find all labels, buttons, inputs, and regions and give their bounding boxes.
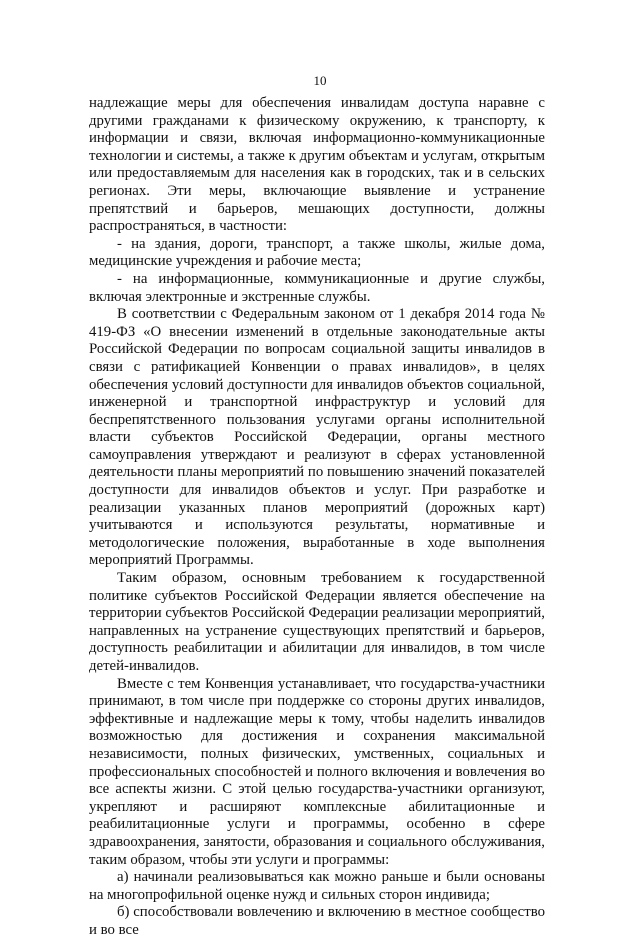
list-item-buildings: - на здания, дороги, транспорт, а также школы, жилые дома, медицинские учреждения и рабочие места; xyxy=(89,235,545,270)
paragraph-convention: Вместе с тем Конвенция устанавливает, что государства-участники принимают, в том числе при поддержке со стороны других инвалидов, эффективные и надлежащие меры к тому, чтобы наделить инвалидов возможностью для достижения и сохранения максимальной независимости, полных физических, умственных, социальных и профессиональных способностей и полного включения и вовлечения во все аспекты жизни. С этой целью государства-участники организуют, укрепляют и расширяют комплексные абилитационные и реабилитационные услуги и программы, особенно в сфере здравоохранения, занятости, образования и социального обслуживания, таким образом, чтобы эти услуги и программы: xyxy=(89,675,545,868)
list-item-services: - на информационные, коммуникационные и другие службы, включая электронные и экстренные службы. xyxy=(89,270,545,305)
page-number: 10 xyxy=(313,73,327,88)
paragraph-policy-requirement: Таким образом, основным требованием к государственной политике субъектов Российской Федерации является обеспечение на территории субъектов Российской Федерации реализации мероприятий, направленных на устранение существующих препятствий и барьеров, доступность реабилитации и абилитации для инвалидов, в том числе детей-инвалидов. xyxy=(89,570,545,674)
paragraph-federal-law: В соответствии с Федеральным законом от 1 декабря 2014 года № 419-ФЗ «О внесении изменений в отдельные законодательные акты Российской Федерации по вопросам социальной защиты инвалидов в связи с ратификацией Конвенции о правах инвалидов», в целях обеспечения условий доступности для инвалидов объектов социальной, инженерной и транспортной инфраструктур и условий для беспрепятственного пользования услугами органы исполнительной власти субъектов Российской Федерации, органы местного самоуправления утверждают и реализуют в сферах установленной деятельности планы мероприятий по повышению значений показателей доступности для инвалидов объектов и услуг. При разработке и реализации указанных планов мероприятий (дорожных карт) учитываются и используются результаты, нормативные и методологические положения, выработанные в ходе выполнения мероприятий Программы. xyxy=(89,306,545,569)
paragraph-continuation: надлежащие меры для обеспечения инвалидам доступа наравне с другими гражданами к физическому окружению, к транспорту, к информации и связи, включая информационно-коммуникационные технологии и системы, а также к другим объектам и услугам, открытым или предоставляемым для населения как в городских, так и в сельских регионах. Эти меры, включающие выявление и устранение препятствий и барьеров, мешающих доступности, должны распространяться, в частности: xyxy=(89,95,545,235)
list-item-b: б) способствовали вовлечению и включению в местное сообщество и во все xyxy=(89,904,545,938)
document-body xyxy=(89,95,545,940)
list-item-a: а) начинали реализовываться как можно раньше и были основаны на многопрофильной оценке нужд и сильных сторон индивида; xyxy=(89,869,545,903)
